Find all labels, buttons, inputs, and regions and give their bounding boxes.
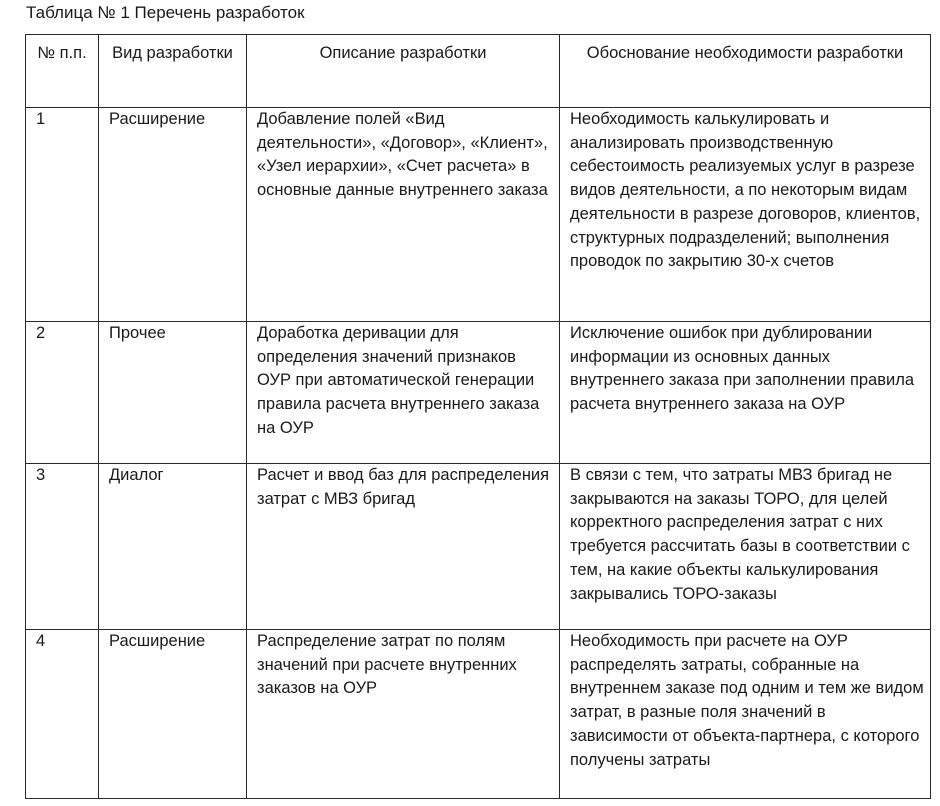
cell-num: 4: [26, 630, 99, 799]
table-header-row: [26, 35, 931, 108]
header-justification: Обоснование необходимости разработки: [560, 35, 931, 108]
cell-description: Распределение затрат по полям значений при расчете внутренних заказов на ОУР: [247, 630, 560, 799]
cell-kind: Диалог: [99, 464, 247, 630]
table-row: [26, 322, 931, 464]
header-description: Описание разработки: [247, 35, 560, 108]
cell-justification: Необходимость калькулировать и анализировать производственную себестоимость реализуемых услуг в разрезе видов деятельности, а по некоторым видам деятельности в разрезе договоров, клиентов, структурных подразделений; выполнения проводок по закрытию 30-х счетов: [560, 108, 931, 322]
header-kind: Вид разработки: [99, 35, 247, 108]
cell-justification: Исключение ошибок при дублировании информации из основных данных внутреннего заказа при заполнении правила расчета внутреннего заказа на ОУР: [560, 322, 931, 464]
cell-description: Расчет и ввод баз для распределения затрат с МВЗ бригад: [247, 464, 560, 630]
cell-justification: В связи с тем, что затраты МВЗ бригад не закрываются на заказы ТОРО, для целей корректного распределения затрат с них требуется рассчитать базы в соответствии с тем, на какие объекты калькулирования закрывались ТОРО-заказы: [560, 464, 931, 630]
table-row: [26, 630, 931, 799]
cell-num: 3: [26, 464, 99, 630]
table-row: [26, 108, 931, 322]
cell-description: Доработка деривации для определения значений признаков ОУР при автоматической генерации правила расчета внутреннего заказа на ОУР: [247, 322, 560, 464]
cell-justification: Необходимость при расчете на ОУР распределять затраты, собранные на внутреннем заказе под одним и тем же видом затрат, в разные поля значений в зависимости от объекта-партнера, с которого получены затраты: [560, 630, 931, 799]
cell-num: 1: [26, 108, 99, 322]
table-row: [26, 464, 931, 630]
header-num: № п.п.: [26, 35, 99, 108]
cell-kind: Прочее: [99, 322, 247, 464]
cell-kind: Расширение: [99, 630, 247, 799]
table-caption: Таблица № 1 Перечень разработок: [26, 3, 305, 22]
cell-kind: Расширение: [99, 108, 247, 322]
cell-description: Добавление полей «Вид деятельности», «Договор», «Клиент», «Узел иерархии», «Счет расчета» в основные данные внутреннего заказа: [247, 108, 560, 322]
cell-num: 2: [26, 322, 99, 464]
developments-table: [25, 34, 931, 799]
